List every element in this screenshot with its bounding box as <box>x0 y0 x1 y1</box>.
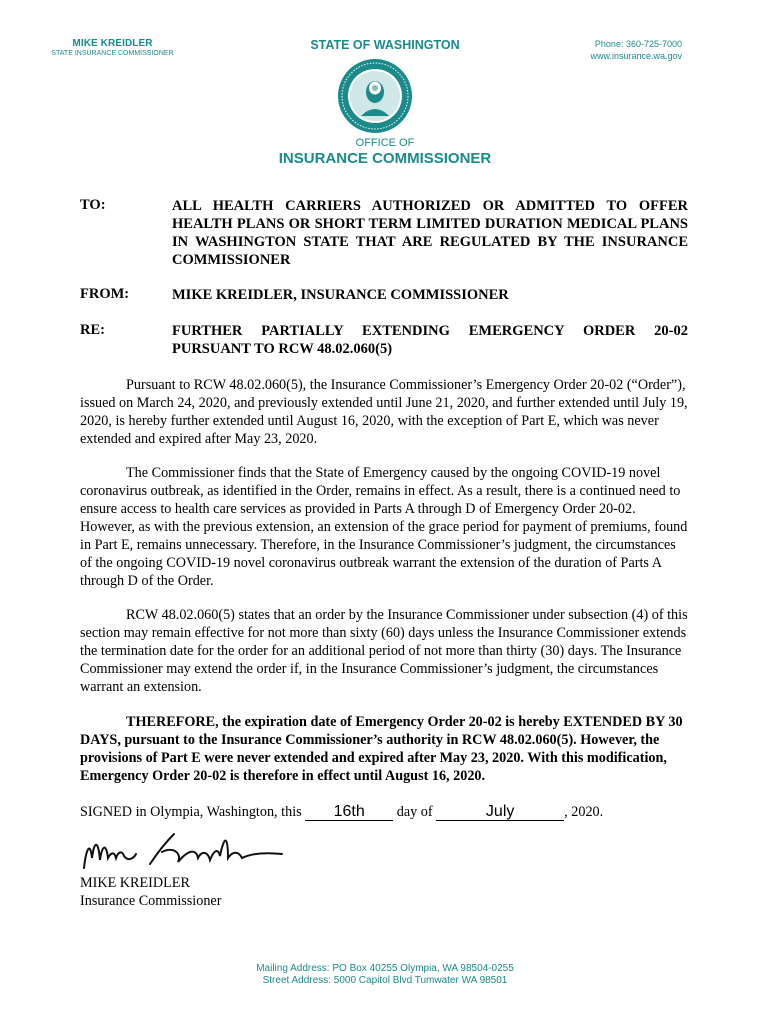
paragraph-2-text: The Commissioner finds that the State of Emergency caused by the ongoing COVID-19 novel coronavirus outbreak, as identified in the Order, remains in effect. As a result, there is a continued need to ensure access to health care services as provided in Parts A through D of Emergency Order 20-02. However, as with the previous extension, an extension of the grace period for payment of premiums, found in Part E, remains unnecessary. Therefore, in the Insurance Commissioner’s judgment, the circumstances of the ongoing COVID-19 novel coronavirus outbreak warrant the extension of the duration of Parts A through D of the Order. <box>80 465 688 589</box>
signing-month-field: July <box>436 804 564 821</box>
website-link[interactable]: www.insurance.wa.gov <box>590 51 682 61</box>
washington-state-seal-icon <box>337 58 413 134</box>
commissioner-header-block <box>40 38 185 57</box>
commissioner-name: MIKE KREIDLER <box>72 38 153 49</box>
commissioner-title: STATE INSURANCE COMMISSIONER <box>51 50 174 57</box>
street-address: Street Address: 5000 Capitol Blvd Tumwater WA 98501 <box>262 975 508 986</box>
re-value: FURTHER PARTIALLY EXTENDING EMERGENCY ORDER 20-02 PURSUANT TO RCW 48.02.060(5) <box>172 323 688 357</box>
paragraph-1-text: Pursuant to RCW 48.02.060(5), the Insurance Commissioner’s Emergency Order 20-02 (“Order”), issued on March 24, 2020, and previously extended until June 21, 2020, and further extended until July 19, 2020, is hereby further extended until August 16, 2020, with the exception of Part E, which was never extended and expired after May 23, 2020. <box>80 377 688 447</box>
paragraph-3-text: RCW 48.02.060(5) states that an order by the Insurance Commissioner under subsection (4) of this section may remain effective for not more than sixty (60) days unless the Insurance Commissioner extends the termination date for the order for an additional period of not more than thirty (30) days. The Insurance Commissioner may extend the order if, in the Insurance Commissioner’s judgment, the circumstances warrant an extension. <box>80 607 688 695</box>
signer-title: Insurance Commissioner <box>80 893 222 909</box>
from-value: MIKE KREIDLER, INSURANCE COMMISSIONER <box>172 287 509 303</box>
footer-address <box>185 963 585 987</box>
signing-suffix: , 2020. <box>564 804 604 820</box>
contact-block <box>590 38 682 62</box>
phone-number: Phone: 360-725-7000 <box>594 39 682 49</box>
signing-line <box>80 804 603 821</box>
signing-middle: day of <box>396 804 433 820</box>
paragraph-4 <box>80 713 688 785</box>
paragraph-4-text: THEREFORE, the expiration date of Emergency Order 20-02 is hereby EXTENDED BY 30 DAYS, pursuant to the Insurance Commissioner’s authority in RCW 48.02.060(5). However, the provisions of Part E were never extended and expired after May 23, 2020. With this modification, Emergency Order 20-02 is therefore in effect until August 16, 2020. <box>80 714 683 784</box>
handwritten-signature-icon <box>78 828 288 876</box>
signer-name: MIKE KREIDLER <box>80 875 190 891</box>
to-label: TO: <box>80 197 106 213</box>
office-of-label: OFFICE OF <box>355 137 415 149</box>
signer-block <box>80 874 221 910</box>
paragraph-1 <box>80 376 688 448</box>
signing-prefix: SIGNED in Olympia, Washington, this <box>80 804 302 820</box>
paragraph-2 <box>80 464 688 590</box>
mailing-address: Mailing Address: PO Box 40255 Olympia, WA 98504-0255 <box>256 963 514 974</box>
from-label: FROM: <box>80 286 130 302</box>
signing-day-field: 16th <box>305 804 393 821</box>
re-label: RE: <box>80 322 105 338</box>
paragraph-3 <box>80 606 688 696</box>
to-value: ALL HEALTH CARRIERS AUTHORIZED OR ADMITTED TO OFFER HEALTH PLANS OR SHORT TERM LIMITED DURATION MEDICAL PLANS IN WASHINGTON STATE THAT ARE REGULATED BY THE INSURANCE COMMISSIONER <box>172 198 688 268</box>
office-title: INSURANCE COMMISSIONER <box>278 150 492 167</box>
state-name: STATE OF WASHINGTON <box>310 38 460 52</box>
